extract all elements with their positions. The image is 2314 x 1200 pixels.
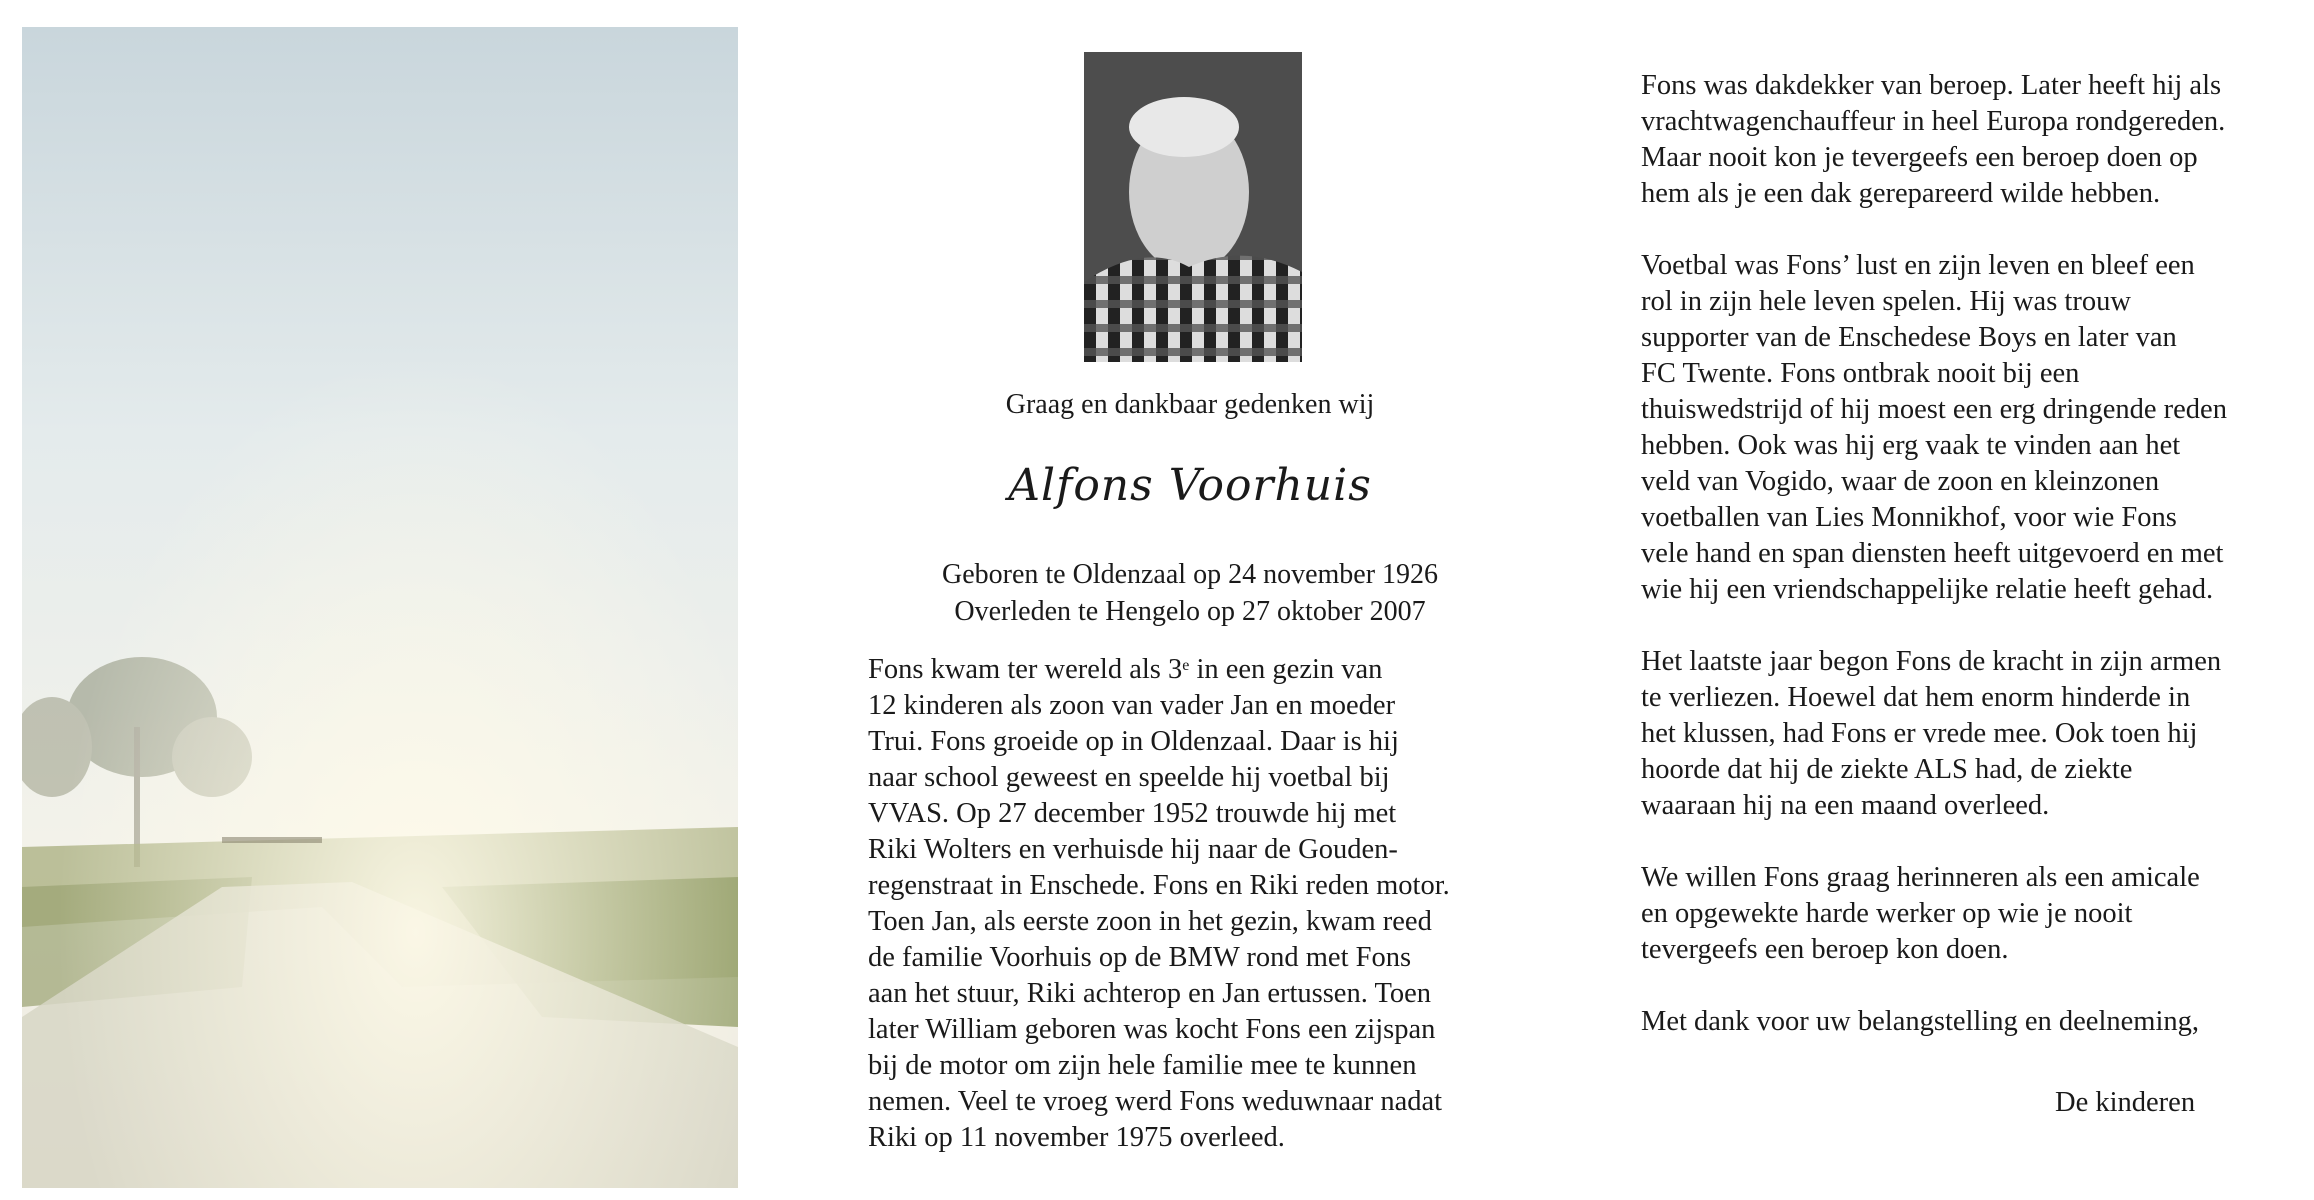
text-line: tevergeefs een beroep kon doen.	[1641, 934, 2009, 965]
line-text: Trui. Fons groeide op in Oldenzaal. Daar is hij	[868, 726, 1399, 757]
text-line	[868, 904, 1450, 940]
text-line: Het laatste jaar begon Fons de kracht in zijn armen	[1641, 646, 2222, 677]
line-text: aan het stuur, Riki achterop en Jan ertussen. Toen	[868, 978, 1432, 1009]
paragraph	[1641, 1004, 2227, 1040]
paragraph	[1641, 644, 2227, 824]
paragraph	[1641, 248, 2227, 608]
line-text: naar school geweest en speelde hij voetbal bij	[868, 762, 1390, 793]
paragraph	[1641, 68, 2227, 212]
intro-text: Graag en dankbaar gedenken wij	[1005, 389, 1375, 420]
text-line: FC Twente. Fons ontbrak nooit bij een	[1641, 358, 2080, 389]
text-line	[868, 1120, 1450, 1156]
text-line	[868, 760, 1450, 796]
line-text: later William geboren was kocht Fons een zijspan	[868, 1014, 1436, 1045]
portrait-photo	[1084, 52, 1302, 362]
text-line: hebben. Ook was hij erg vaak te vinden aan het	[1641, 430, 2181, 461]
text-line: Met dank voor uw belangstelling en deelneming,	[1641, 1006, 2199, 1037]
text-line	[868, 976, 1450, 1012]
text-line: vrachtwagenchauffeur in heel Europa rondgereden.	[1641, 106, 2226, 137]
text-line	[868, 652, 1450, 688]
paragraph	[1641, 860, 2227, 968]
line-text: Riki Wolters en verhuisde hij naar de Gouden-	[868, 834, 1398, 865]
text-line: thuiswedstrijd of hij moest een erg dringende reden	[1641, 394, 2227, 425]
death-date: Overleden te Hengelo op 27 oktober 2007	[954, 596, 1426, 627]
birth-date: Geboren te Oldenzaal op 24 november 1926	[941, 559, 1439, 590]
text-line: vele hand en span diensten heeft uitgevoerd en met	[1641, 538, 2224, 569]
text-line: te verliezen. Hoewel dat hem enorm hinderde in	[1641, 682, 2191, 713]
text-line: veld van Vogido, waar de zoon en kleinzonen	[1641, 466, 2160, 497]
text-line	[868, 1012, 1450, 1048]
text-line: Fons was dakdekker van beroep. Later heeft hij als	[1641, 70, 2222, 101]
text-line: waaraan hij na een maand overleed.	[1641, 790, 2050, 821]
biography-right-column	[1641, 68, 2227, 1076]
line-text: de familie Voorhuis op de BMW rond met Fons	[868, 942, 1412, 973]
text-line	[868, 1084, 1450, 1120]
text-line: supporter van de Enschedese Boys en later van	[1641, 322, 2177, 353]
text-line	[868, 724, 1450, 760]
text-line: We willen Fons graag herinneren als een amicale	[1641, 862, 2200, 893]
text-line	[868, 940, 1450, 976]
line-text: bij de motor om zijn hele familie mee te kunnen	[868, 1050, 1417, 1081]
line-text: 12 kinderen als zoon van vader Jan en moeder	[868, 690, 1396, 721]
line-text: nemen. Veel te vroeg werd Fons weduwnaar nadat	[868, 1086, 1443, 1117]
text-line: hoorde dat hij de ziekte ALS had, de ziekte	[1641, 754, 2133, 785]
text-line: hem als je een dak gerepareerd wilde hebben.	[1641, 178, 2161, 209]
line-text: VVAS. Op 27 december 1952 trouwde hij met	[868, 798, 1397, 829]
text-line: wie hij een vriendschappelijke relatie heeft gehad.	[1641, 574, 2214, 605]
text-line	[868, 1048, 1450, 1084]
text-line	[868, 868, 1450, 904]
text-line: en opgewekte harde werker op wie je nooit	[1641, 898, 2133, 929]
line-text: Riki op 11 november 1975 overleed.	[868, 1122, 1285, 1153]
line-text: in een gezin van	[1189, 654, 1383, 685]
line-text: Fons kwam ter wereld als 3	[868, 654, 1183, 685]
line-text: Toen Jan, als eerste zoon in het gezin, kwam reed	[868, 906, 1432, 937]
text-line: het klussen, had Fons er vrede mee. Ook toen hij	[1641, 718, 2198, 749]
biography-paragraph	[868, 652, 1450, 1156]
deceased-name: Alfons Voorhuis	[1008, 460, 1372, 511]
text-line: Voetbal was Fons’ lust en zijn leven en bleef een	[1641, 250, 2195, 281]
ordinal-superscript: e	[1182, 657, 1190, 674]
text-line	[868, 688, 1450, 724]
text-line: Maar nooit kon je tevergeefs een beroep doen op	[1641, 142, 2198, 173]
landscape-photo	[22, 27, 738, 1188]
signature: De kinderen	[2055, 1087, 2196, 1118]
text-line: voetballen van Lies Monnikhof, voor wie Fons	[1641, 502, 2177, 533]
text-line: rol in zijn hele leven spelen. Hij was trouw	[1641, 286, 2131, 317]
text-line	[868, 832, 1450, 868]
text-line	[868, 796, 1450, 832]
line-text: regenstraat in Enschede. Fons en Riki reden motor.	[868, 870, 1450, 901]
